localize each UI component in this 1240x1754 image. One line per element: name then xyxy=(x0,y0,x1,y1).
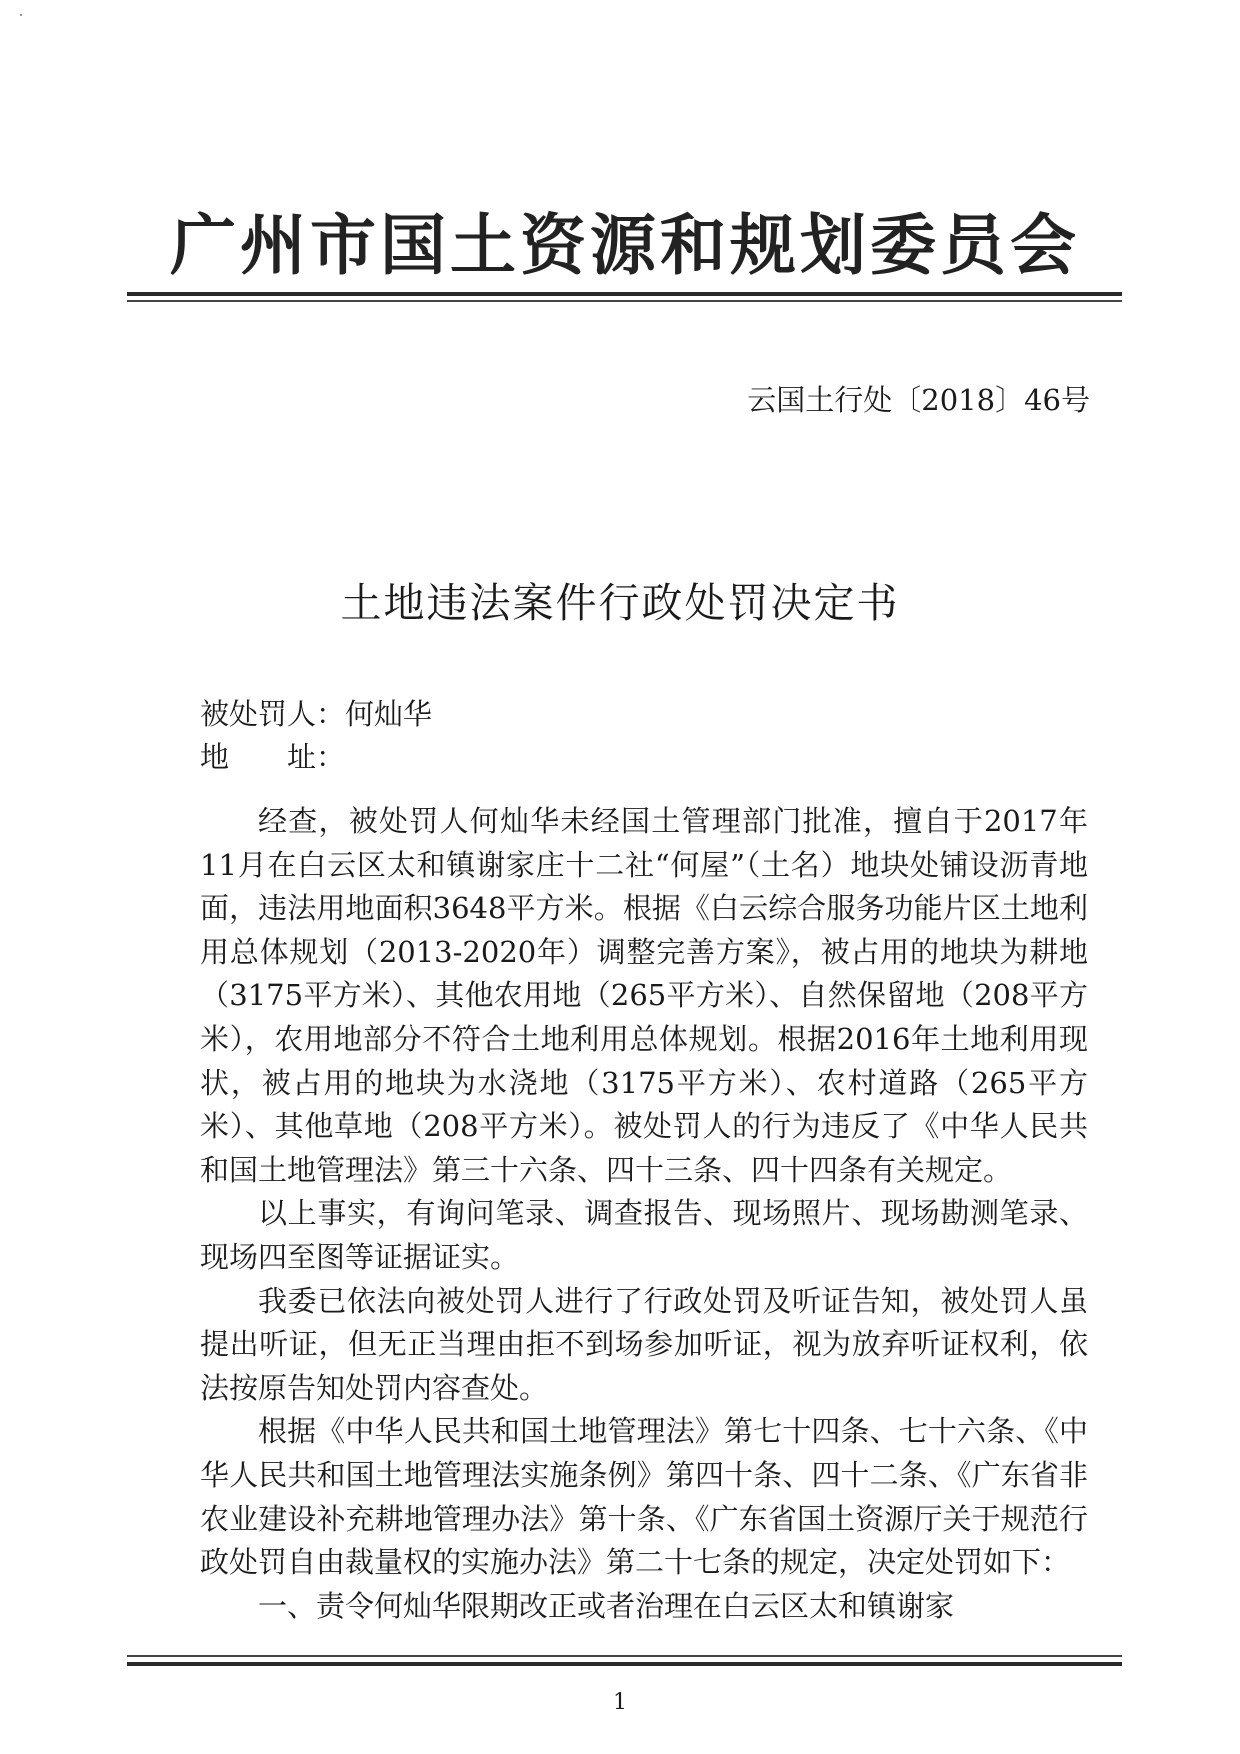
header-rule-thick xyxy=(127,292,1122,296)
agency-header: 广州市国土资源和规划委员会 xyxy=(170,206,1080,284)
page-number: 1 xyxy=(613,1690,627,1715)
penalized-party-line xyxy=(200,692,432,733)
document-title: 土地违法案件行政处罚决定书 xyxy=(340,579,900,627)
header-rule-thin xyxy=(127,300,1122,302)
penalized-party-label: 被处罚人： xyxy=(200,697,346,731)
body-paragraph-facts: 经查，被处罚人何灿华未经国土管理部门批准，擅自于2017年11月在白云区太和镇谢家庄十二社“何屋”（土名）地块处铺设沥青地面，违法用地面积3648平方米。根据《白云综合服务功能片区土地利用总体规划（2013-2020年）调整完善方案》，被占用的地块为耕地（3175平方米）、其他农用地（265平方米）、自然保留地（208平方米），农用地部分不符合土地利用总体规划。根据2016年土地利用现状，被占用的地块为水浇地（3175平方米）、农村道路（265平方米）、其他草地（208平方米）。被处罚人的行为违反了《中华人民共和国土地管理法》第三十六条、四十三条、四十四条有关规定。 xyxy=(200,804,1088,1187)
address-line xyxy=(200,735,346,776)
scan-mark xyxy=(20,14,22,16)
body-paragraph-hearing: 我委已依法向被处罚人进行了行政处罚及听证告知，被处罚人虽提出听证，但无正当理由拒不到场参加听证，视为放弃听证权利，依法按原告知处罚内容查处。 xyxy=(200,1283,1088,1405)
body-paragraph-evidence: 以上事实，有询问笔录、调查报告、现场照片、现场勘测笔录、现场四至图等证据证实。 xyxy=(200,1196,1088,1274)
footer-rule-thick xyxy=(127,1662,1122,1666)
footer-rule-thin xyxy=(127,1655,1122,1657)
address-label: 地 址： xyxy=(200,740,346,774)
document-number: 云国土行处〔2018〕46号 xyxy=(747,383,1090,417)
penalized-party-name: 何灿华 xyxy=(345,697,433,731)
body-paragraph-legal-basis: 根据《中华人民共和国土地管理法》第七十四条、七十六条、《中华人民共和国土地管理法实施条例》第四十条、四十二条、《广东省非农业建设补充耕地管理办法》第十条、《广东省国土资源厅关于规范行政处罚自由裁量权的实施办法》第二十七条的规定，决定处罚如下： xyxy=(200,1414,1088,1580)
decision-body xyxy=(200,800,1088,1628)
body-paragraph-penalty-item-1: 一、责令何灿华限期改正或者治理在白云区太和镇谢家 xyxy=(258,1588,955,1623)
